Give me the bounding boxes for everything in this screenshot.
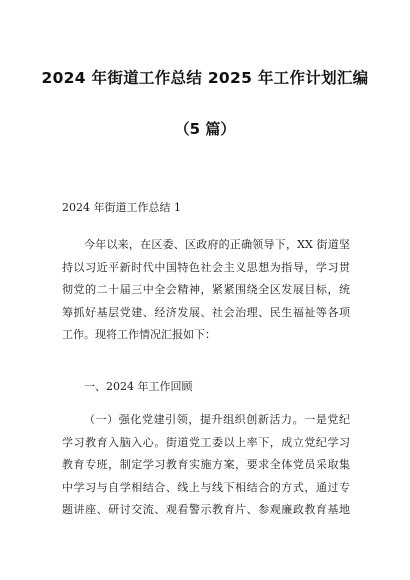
document-subtitle: （5 篇）: [174, 120, 236, 138]
paragraph-line: 教育专班，制定学习教育实施方案，要求全体党员采取集: [62, 458, 350, 471]
document-title: 2024 年街道工作总结 2025 年工作计划汇编: [41, 69, 369, 87]
section-heading: 2024 年街道工作总结 1: [62, 201, 181, 214]
paragraph-intro: [62, 234, 350, 347]
paragraph-line: 中学习与自学相结合、线上与线下相结合的方式，通过专: [62, 480, 350, 494]
paragraph-line: 工作。现将工作情况汇报如下：: [62, 328, 216, 341]
paragraph-party-building: [62, 409, 350, 522]
paragraph-line: 筹抓好基层党建、经济发展、社会治理、民生福祉等各项: [62, 305, 350, 319]
sub-heading: 一、2024 年工作回顾: [84, 380, 193, 393]
paragraph-line: 彻党的二十届三中全会精神，紧紧围绕全区发展目标，统: [62, 283, 350, 296]
paragraph-line: （一）强化党建引领，提升组织创新活力。一是党纪: [84, 413, 350, 426]
paragraph-line: 学习教育入脑入心。街道党工委以上率下，成立党纪学习: [62, 435, 350, 449]
paragraph-line: 持以习近平新时代中国特色社会主义思想为指导，学习贯: [62, 260, 350, 274]
paragraph-line: 题讲座、研讨交流、观看警示教育片、参观廉政教育基地: [62, 503, 350, 516]
paragraph-line: 今年以来，在区委、区政府的正确领导下，XX 街道坚: [84, 238, 350, 251]
